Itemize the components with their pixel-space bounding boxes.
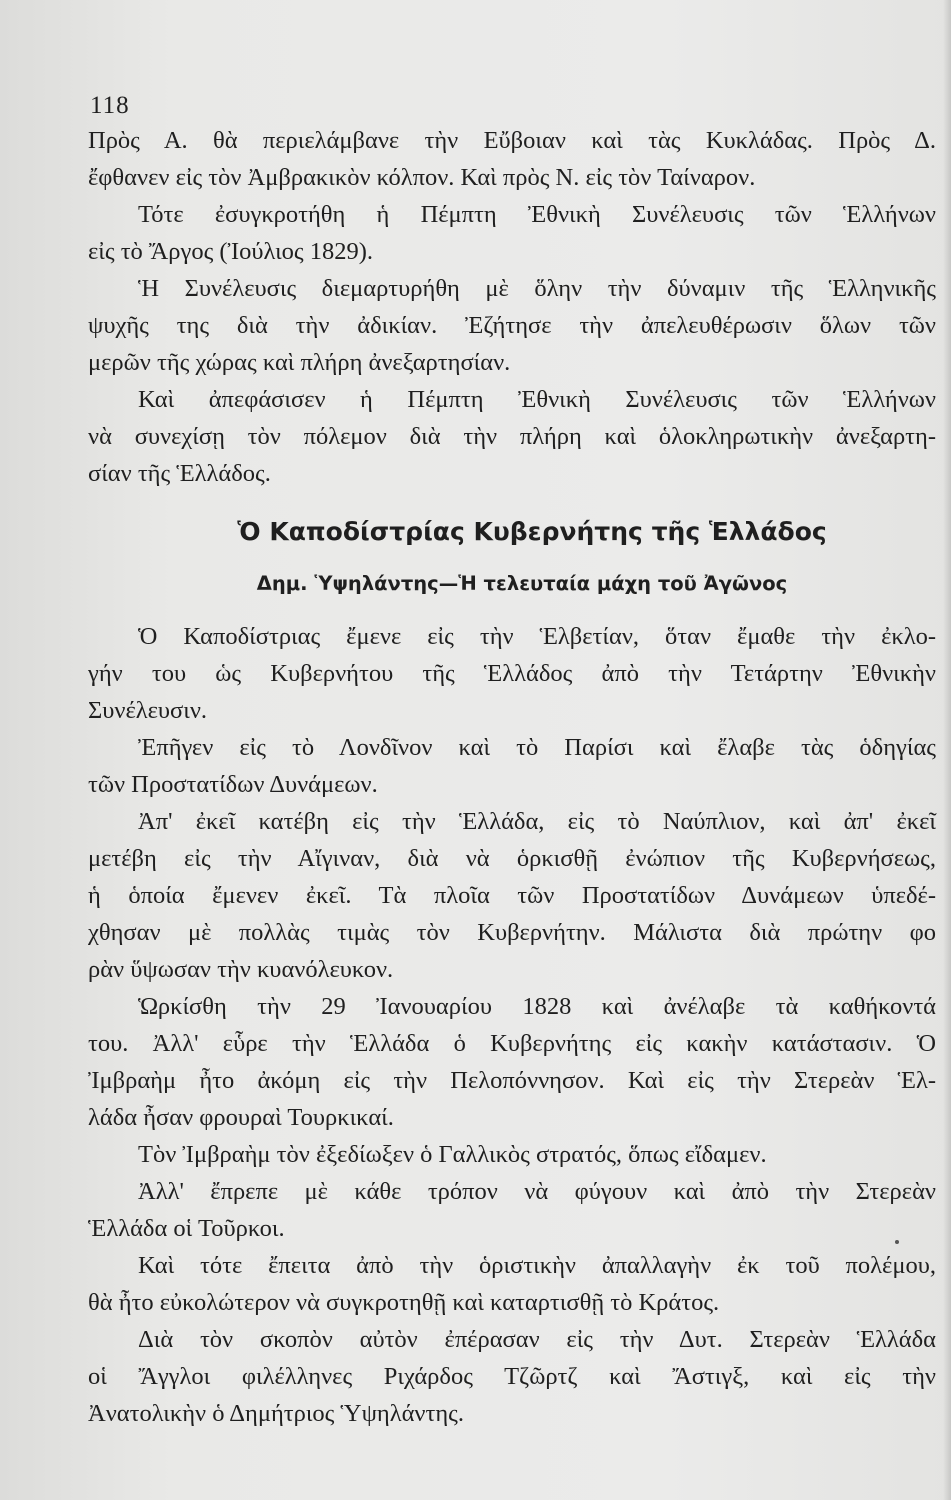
text-line: ψυχῆς της διὰ τὴν ἀδικίαν. Ἐζήτησε τὴν ἀπελευθέρωσιν ὅλων τῶν (88, 312, 936, 339)
text-line: Ἀνατολικὴν ὁ Δημήτριος Ὑψηλάντης. (88, 1400, 464, 1427)
chapter-heading: Ὁ Καποδίστρίας Κυβερνήτης τῆς Ἑλλάδος (237, 517, 827, 546)
scan-speck (895, 1240, 899, 1244)
paragraph (88, 1173, 936, 1247)
text-line: γήν του ὡς Κυβερνήτου τῆς Ἑλλάδος ἀπὸ τὴν Τετάρτην Ἐθνικὴν (88, 660, 936, 687)
text-line: Τότε ἐσυγκροτήθη ἡ Πέμπτη Ἐθνικὴ Συνέλευσις τῶν Ἑλλήνων (138, 201, 936, 228)
text-line: σίαν τῆς Ἑλλάδος. (88, 460, 271, 487)
text-line: μερῶν τῆς χώρας καὶ πλήρη ἀνεξαρτησίαν. (88, 349, 511, 376)
body-after-heading (88, 618, 936, 1432)
page-number: 118 (90, 92, 130, 119)
text-line: του. Ἀλλ' εὗρε τὴν Ἑλλάδα ὁ Κυβερνήτης εἰς κακὴν κατάστασιν. Ὁ (88, 1030, 936, 1057)
paragraph (88, 803, 936, 988)
text-line: Καὶ τότε ἔπειτα ἀπὸ τὴν ὁριστικὴν ἀπαλλαγὴν ἐκ τοῦ πολέμου, (138, 1252, 936, 1279)
paragraph (88, 381, 936, 492)
paragraph (88, 122, 936, 196)
text-line: νὰ συνεχίσῃ τὸν πόλεμον διὰ τὴν πλήρη καὶ ὁλοκληρωτικὴν ἀνεξαρτη- (88, 423, 936, 450)
paragraph (88, 988, 936, 1136)
paragraph (88, 1321, 936, 1432)
text-line: μετέβη εἰς τὴν Αἴγιναν, διὰ νὰ ὁρκισθῇ ἐνώπιον τῆς Κυβερνήσεως, (88, 845, 936, 872)
text-line: Ἐπῆγεν εἰς τὸ Λονδῖνον καὶ τὸ Παρίσι καὶ ἔλαβε τὰς ὁδηγίας (138, 734, 936, 761)
paragraph (88, 1136, 936, 1173)
text-line: λάδα ἦσαν φρουραὶ Τουρκικαί. (88, 1104, 394, 1131)
text-line: τῶν Προστατίδων Δυνάμεων. (88, 771, 378, 798)
text-line: Καὶ ἀπεφάσισεν ἡ Πέμπτη Ἐθνικὴ Συνέλευσις τῶν Ἑλλήνων (138, 386, 936, 413)
text-line: εἰς τὸ Ἄργος (Ἰούλιος 1829). (88, 238, 374, 265)
text-line: Τὸν Ἰμβραὴμ τὸν ἐξεδίωξεν ὁ Γαλλικὸς στρατός, ὅπως εἴδαμεν. (138, 1141, 767, 1168)
page-edge-shadow (943, 0, 951, 1500)
text-line: Ὡρκίσθη τὴν 29 Ἰανουαρίου 1828 καὶ ἀνέλαβε τὰ καθήκοντά (138, 993, 936, 1020)
section-spacer (88, 492, 936, 512)
text-line: ρὰν ὕψωσαν τὴν κυανόλευκον. (88, 956, 394, 983)
text-column (88, 122, 936, 1432)
text-line: Ἰμβραὴμ ἦτο ἀκόμη εἰς τὴν Πελοπόννησον. Καὶ εἰς τὴν Στερεὰν Ἑλ- (88, 1067, 936, 1094)
text-line: Συνέλευσιν. (88, 697, 208, 724)
paragraph (88, 618, 936, 729)
text-line: Ὁ Καποδίστριας ἔμενε εἰς τὴν Ἑλβετίαν, ὅταν ἔμαθε τὴν ἐκλο- (138, 623, 936, 650)
text-line: οἱ Ἄγγλοι φιλέλληνες Ριχάρδος Τζῶρτζ καὶ Ἄστιγξ, καὶ εἰς τὴν (88, 1363, 936, 1390)
paragraph (88, 196, 936, 270)
text-line: ἔφθανεν εἰς τὸν Ἀμβρακικὸν κόλπον. Καὶ πρὸς Ν. εἰς τὸν Ταίναρον. (88, 164, 756, 191)
text-line: ἡ ὁποία ἔμενεν ἐκεῖ. Τὰ πλοῖα τῶν Προστατίδων Δυνάμεων ὑπεδέ- (88, 882, 936, 909)
text-line: χθησαν μὲ πολλὰς τιμὰς τὸν Κυβερνήτην. Μάλιστα διὰ πρώτην φο (88, 919, 936, 946)
paragraph (88, 729, 936, 803)
paragraph (88, 1247, 936, 1321)
text-line: θὰ ἦτο εὐκολώτερον νὰ συγκροτηθῇ καὶ καταρτισθῇ τὸ Κράτος. (88, 1289, 720, 1316)
body-before-heading (88, 122, 936, 492)
chapter-subheading: Δημ. Ὑψηλάντης—Ἡ τελευταία μάχη τοῦ Ἀγῶνος (256, 572, 788, 595)
text-line: Ἡ Συνέλευσις διεμαρτυρήθη μὲ ὅλην τὴν δύναμιν τῆς Ἑλληνικῆς (138, 275, 936, 302)
text-line: Πρὸς Α. θὰ περιελάμβανε τὴν Εὔβοιαν καὶ τὰς Κυκλάδας. Πρὸς Δ. (88, 127, 936, 154)
paragraph (88, 270, 936, 381)
text-line: Διὰ τὸν σκοπὸν αὐτὸν ἐπέρασαν εἰς τὴν Δυτ. Στερεὰν Ἑλλάδα (138, 1326, 936, 1353)
text-line: Ἀλλ' ἔπρεπε μὲ κάθε τρόπον νὰ φύγουν καὶ ἀπὸ τὴν Στερεὰν (138, 1178, 936, 1205)
text-line: Ἑλλάδα οἱ Τοῦρκοι. (88, 1215, 285, 1242)
text-line: Ἀπ' ἐκεῖ κατέβη εἰς τὴν Ἑλλάδα, εἰς τὸ Ναύπλιον, καὶ ἀπ' ἐκεῖ (138, 808, 936, 835)
